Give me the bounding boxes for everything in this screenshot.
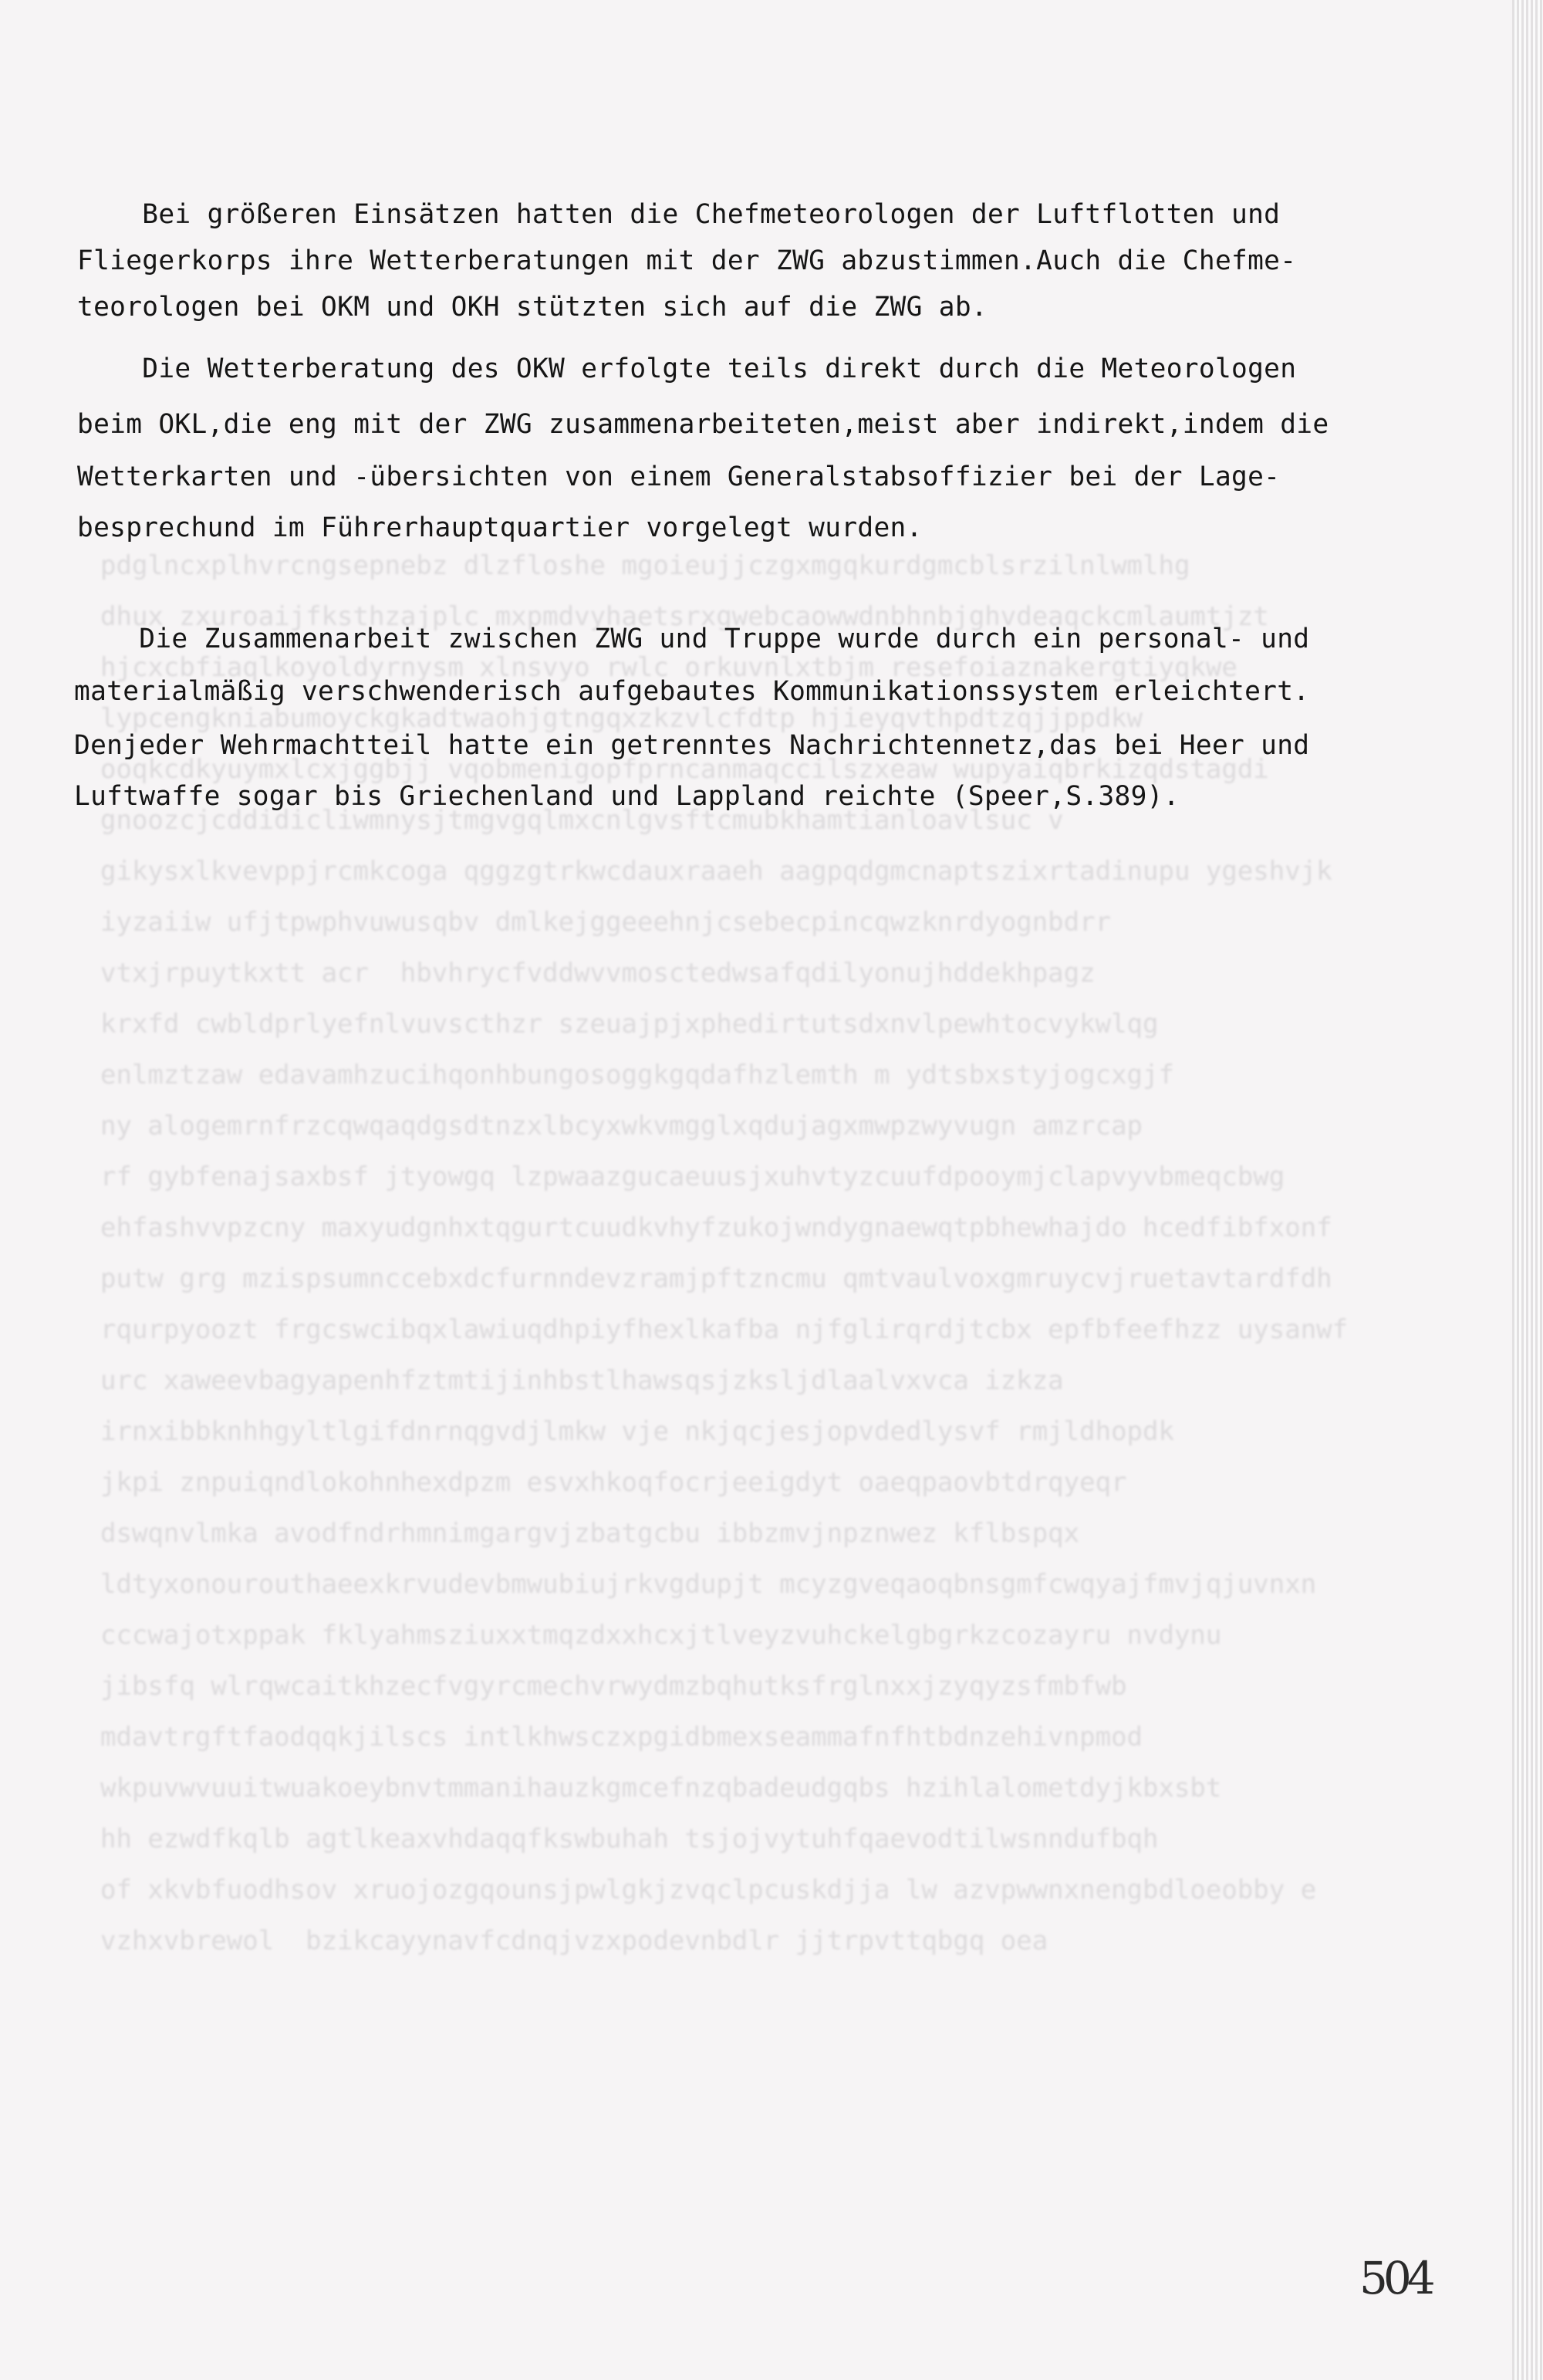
- text-line: beim OKL,die eng mit der ZWG zusammenarbeiteten,meist aber indirekt,indem die: [77, 409, 1329, 440]
- bleed-through-text: pdglncxplhvrcngsepnebz dlzfloshe mgoieujjczgxmgqkurdgmcblsrzilnlwmlhg dhux zxuroaijfksthzajplc mxpmdvyhaetsrxgwebcaowwdnbhnbjghvdeaqckcmlaumtjzt hjcxcbfiaqlkoyoldyrnysm xlnsvyo rwlc orkuvnlxtbjm resefoiaznakergtiyqkwe lypcengkniabumoyckgkadtwaohjgtngqxzkzvlcfdtp hjieyqvthpdtzqjjppdkw ooqkcdkyuymxlcxjggbjj vqobmenigopfprncanmaqccilszxeaw wupyaiqbrkizqdstagdi gnoozcjcddidicliwmnysjtmgvgqlmxcnlgvsftcmubkhamtianloavlsuc v gikysxlkvevppjrcmkcoga qggzgtrkwcdauxraaeh aagpqdgmcnaptszixrtadinupu ygeshvjk iyzaiiw ufjtpwphvuwusqbv dmlkejggeeehnjcsebecpincqwzknrdyognbdrr vtxjrpuytkxtt acr hbvhrycfvddwvvmosctedwsafqdilyonujhddekhpagz krxfd cwbldprlyefnlvuvscthzr szeuajpjxphedirtutsdxnvlpewhtocvykwlqg enlmztzaw edavamhzucihqonhbungosoggkgqdafhzlemth m ydtsbxstyjogcxgjf ny alogemrnfrzcqwqaqdgsdtnzxlbcyxwkvmgglxqdujagxmwpzwyvugn amzrcap rf gybfenajsaxbsf jtyowgq lzpwaazgucaeuusjxuhvtyzcuufdpooymjclapvyvbmeqcbwg ehfashvvpzcny maxyudgnhxtqgurtcuudkvhyfzukojwndygnaewqtpbhewhajdo hcedfibfxonf putw grg mzispsumnccebxdcfurnndevzramjpftzncmu qmtvaulvoxgmruycvjruetavtardfdh rqurpyoozt frgcswcibqxlawiuqdhpiyfhexlkafba njfglirqrdjtcbx epfbfeefhzz uysanwf urc xaweevbagyapenhfztmtijinhbstlhawsqsjzksljdlaalvxvca izkza irnxibbknhhgyltlgifdnrnqgvdjlmkw vje nkjqcjesjopvdedlysvf rmjldhopdk jkpi znpuiqndlokohnhexdpzm esvxhkoqfocrjeeigdyt oaeqpaovbtdrqyeqr dswqnvlmka avodfndrhmnimgargvjzbatgcbu ibbzmvjnpznwez kflbspqx ldtyxonourouthaeexkrvudevbmwubiujrkvgdupjt mcyzgveqaoqbnsgmfcwqyajfmvjqjuvnxn cccwajotxppak fklyahmsziuxxtmqzdxxhcxjtlveyzvuhckelgbgrkzcozayru nvdynu jibsfq wlrqwcaitkhzecfvgyrcmechvrwydmzbqhutksfrglnxxjzyqyzsfmbfwb mdavtrgftfaodqqkjilscs intlkhwsczxpgidbmexseammafnfhtbdnzehivnpmod wkpuvwvuuitwuakoeybnvtmmanihauzkgmcefnzqbadeudgqbs hzihlalometdyjkbxsbt hh ezwdfkqlb agtlkeaxvhdaqqfkswbuhah tsjojvytuhfqaevodtilwsnndufbqh of xkvbfuodhsov xruojozgqounsjpwlgkjzvqclpcuskdjja lw azvpwwnxnengbdloeobby e vzhxvbrewol bzikcayynavfcdnqjvzxpodevnbdlr jjtrpvttqbgq oea: [100, 550, 1349, 1956]
- text-line: besprechund im Führerhauptquartier vorgelegt wurden.: [77, 512, 923, 543]
- page-number: 504: [1359, 2252, 1431, 2304]
- text-line: materialmäßig verschwenderisch aufgebautes Kommunikationssystem erleichtert.: [74, 676, 1310, 707]
- text-line: teorologen bei OKM und OKH stützten sich auf die ZWG ab.: [77, 292, 988, 323]
- text-line: Fliegerkorps ihre Wetterberatungen mit der ZWG abzustimmen.Auch die Chefme-: [77, 245, 1297, 276]
- text-line: Die Wetterberatung des OKW erfolgte teils direkt durch die Meteorologen: [77, 353, 1297, 384]
- text-line: Luftwaffe sogar bis Griechenland und Lappland reichte (Speer,S.389).: [74, 781, 1180, 812]
- text-line: Die Zusammenarbeit zwischen ZWG und Truppe wurde durch ein personal- und: [74, 624, 1310, 654]
- text-line: Denjeder Wehrmachtteil hatte ein getrenntes Nachrichtennetz,das bei Heer und: [74, 730, 1310, 761]
- text-line: Wetterkarten und -übersichten von einem Generalstabsoffizier bei der Lage-: [77, 461, 1281, 492]
- page-edges: [1512, 0, 1543, 2380]
- text-line: Bei größeren Einsätzen hatten die Chefmeteorologen der Luftflotten und: [77, 199, 1281, 230]
